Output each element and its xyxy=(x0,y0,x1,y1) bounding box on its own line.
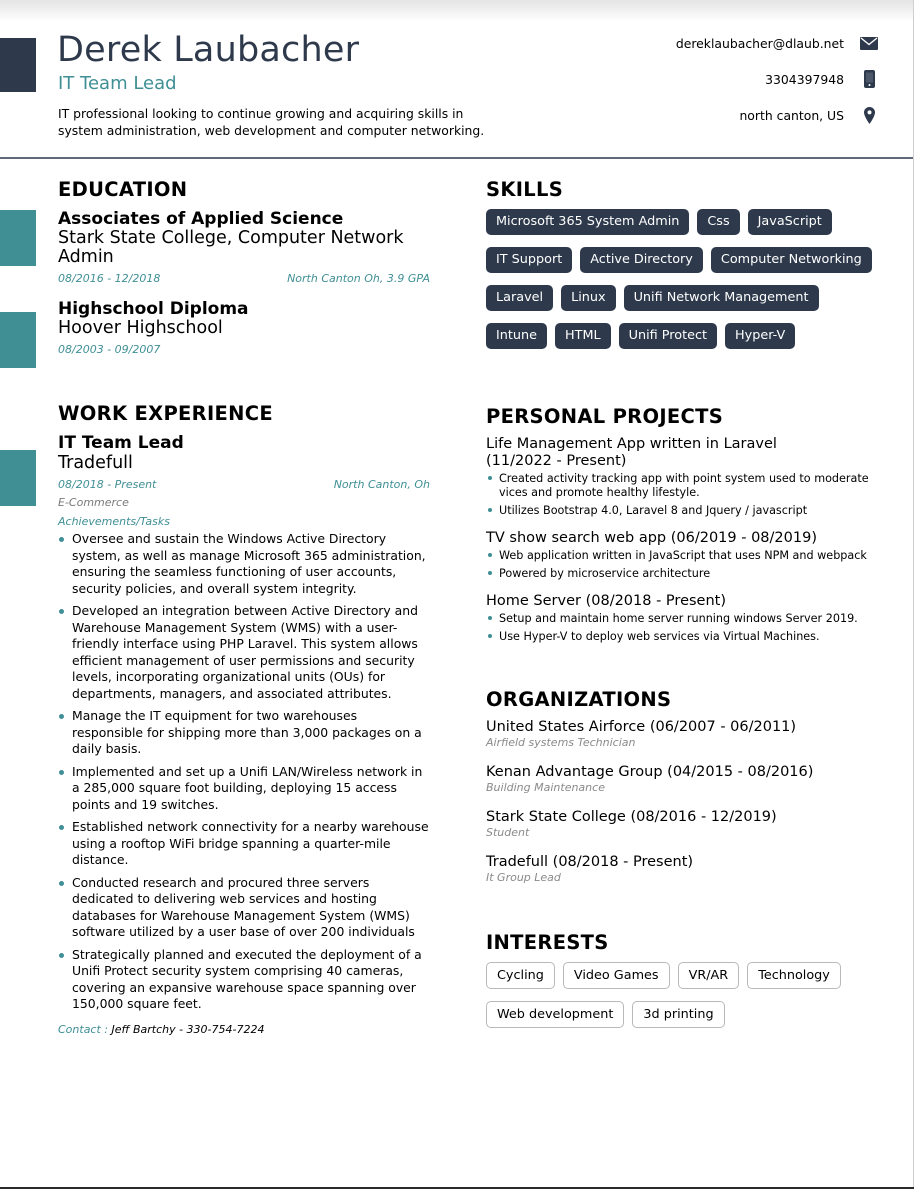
list-item: Strategically planned and executed the deployment of a Unifi Protect security system comprising 40 cameras, covering an expansive warehouse space spanning over 150,000 square feet. xyxy=(58,947,430,1013)
interests-heading: INTERESTS xyxy=(486,930,609,954)
education-dates: 08/2016 - 12/2018 xyxy=(58,272,161,285)
interest-tag: Web development xyxy=(486,1001,624,1028)
skills-tags xyxy=(486,209,881,361)
reference-value: Jeff Bartchy - 330-754-7224 xyxy=(111,1022,265,1036)
project-title: TV show search web app (06/2019 - 08/2019) xyxy=(486,529,817,546)
work-heading: WORK EXPERIENCE xyxy=(58,402,274,425)
left-column xyxy=(58,178,430,1036)
education-dates: 08/2003 - 09/2007 xyxy=(58,343,161,356)
education-meta xyxy=(58,343,430,356)
candidate-name: Derek Laubacher xyxy=(57,30,360,70)
reference-label: Contact : xyxy=(58,1022,108,1036)
skill-tag: Unifi Protect xyxy=(619,323,717,349)
list-item: Established network connectivity for a nearby warehouse using a rooftop WiFi bridge spanning a quarter-mile distance. xyxy=(58,819,430,869)
page-top-shade xyxy=(0,0,914,22)
right-column xyxy=(486,178,886,1040)
skill-tag: Hyper-V xyxy=(725,323,795,349)
skill-tag: HTML xyxy=(555,323,611,349)
list-item: Oversee and sustain the Windows Active Directory system, as well as manage Microsoft 365 administration, ensuring the seamless functioning of user accounts, security policies, and overall system integrity. xyxy=(58,531,430,597)
interest-tag: Video Games xyxy=(563,962,670,989)
organization-role: Student xyxy=(486,825,530,839)
school: Stark State College, Computer Network Admin xyxy=(58,228,404,267)
organization-role: Airfield systems Technician xyxy=(486,735,636,749)
phone-icon xyxy=(858,70,880,88)
organization-name: Kenan Advantage Group (04/2015 - 08/2016) xyxy=(486,763,814,780)
skill-tag: Css xyxy=(697,209,739,235)
location-pin-icon xyxy=(858,107,880,124)
education-marker xyxy=(0,312,36,368)
project-title: Life Management App written in Laravel (11/2022 - Present) xyxy=(486,436,777,469)
job-dates: 08/2018 - Present xyxy=(58,478,157,491)
candidate-title: IT Team Lead xyxy=(58,73,177,94)
list-item: Created activity tracking app with point system used to moderate vices and promote healthy lifestyle. xyxy=(486,472,886,499)
project-title: Home Server (08/2018 - Present) xyxy=(486,592,726,609)
achievements-list xyxy=(58,531,430,1013)
list-item: Powered by microservice architecture xyxy=(486,567,886,581)
list-item: Developed an integration between Active Directory and Warehouse Management System (WMS) with a user-friendly interface using PHP Laravel. This system allows efficient management of user permissions and security levels, incorporating organizational units (OUs) for departments, managers, and associated attributes. xyxy=(58,603,430,702)
contact-location xyxy=(560,105,880,125)
education-item xyxy=(58,209,430,285)
job-meta xyxy=(58,478,430,491)
education-heading: EDUCATION xyxy=(58,178,188,201)
skills-heading: SKILLS xyxy=(486,178,564,201)
list-item: Utilizes Bootstrap 4.0, Laravel 8 and Jquery / javascript xyxy=(486,504,886,518)
phone-text[interactable]: 3304397948 xyxy=(765,71,844,87)
list-item: Implemented and set up a Unifi LAN/Wireless network in a 285,000 square foot building, deploying 15 access points and 19 switches. xyxy=(58,764,430,814)
work-marker xyxy=(0,450,36,506)
degree: Associates of Applied Science xyxy=(58,209,344,229)
education-details: North Canton Oh, 3.9 GPA xyxy=(287,272,430,285)
contact-list xyxy=(560,33,880,141)
education-meta xyxy=(58,272,430,285)
organization-item xyxy=(486,854,886,885)
organization-name: Tradefull (08/2018 - Present) xyxy=(486,853,694,870)
skill-tag: JavaScript xyxy=(748,209,832,235)
skill-tag: Active Directory xyxy=(580,247,703,273)
job-company: Tradefull xyxy=(58,453,133,473)
email-text[interactable]: dereklaubacher@dlaub.net xyxy=(675,35,844,51)
education-marker xyxy=(0,210,36,266)
organization-name: Stark State College (08/2016 - 12/2019) xyxy=(486,808,777,825)
summary-text: IT professional looking to continue growing and acquiring skills in system administration, web development and computer networking. xyxy=(58,106,485,138)
contact-phone xyxy=(560,69,880,89)
contact-email xyxy=(560,33,880,53)
project-item xyxy=(486,436,886,518)
list-item: Conducted research and procured three servers dedicated to delivering web services and hosting databases for Warehouse Management System (WMS) software utilized by a user base of over 200 individuals xyxy=(58,875,430,941)
degree: Highschool Diploma xyxy=(58,299,249,319)
project-bullets xyxy=(486,472,886,518)
skill-tag: Computer Networking xyxy=(711,247,872,273)
interest-tag: VR/AR xyxy=(678,962,740,989)
interest-tag: 3d printing xyxy=(632,1001,724,1028)
interest-tag: Technology xyxy=(747,962,841,989)
skill-tag: Intune xyxy=(486,323,547,349)
project-bullets xyxy=(486,612,886,644)
header-divider xyxy=(0,157,914,159)
skill-tag: IT Support xyxy=(486,247,572,273)
job-title: IT Team Lead xyxy=(58,433,184,453)
envelope-icon xyxy=(858,37,880,50)
organizations-heading: ORGANIZATIONS xyxy=(486,687,672,711)
job-industry: E-Commerce xyxy=(58,496,129,509)
list-item: Use Hyper-V to deploy web services via Virtual Machines. xyxy=(486,630,886,644)
interests-tags xyxy=(486,962,866,1040)
list-item: Web application written in JavaScript that uses NPM and webpack xyxy=(486,549,886,563)
organization-role: Building Maintenance xyxy=(486,780,605,794)
project-bullets xyxy=(486,549,886,581)
school: Hoover Highschool xyxy=(58,318,223,338)
interest-tag: Cycling xyxy=(486,962,555,989)
project-item xyxy=(486,593,886,644)
organization-item xyxy=(486,764,886,795)
organization-item xyxy=(486,719,886,750)
header-accent-bar xyxy=(0,38,36,92)
projects-heading: PERSONAL PROJECTS xyxy=(486,405,724,428)
achievements-label: Achievements/Tasks xyxy=(58,515,170,528)
organization-name: United States Airforce (06/2007 - 06/2011) xyxy=(486,718,797,735)
skill-tag: Linux xyxy=(561,285,615,311)
list-item: Manage the IT equipment for two warehouses responsible for shipping more than 3,000 packages on a daily basis. xyxy=(58,708,430,758)
organization-item xyxy=(486,809,886,840)
project-item xyxy=(486,530,886,581)
location-text: north canton, US xyxy=(739,107,844,123)
job-location: North Canton, Oh xyxy=(333,478,430,491)
skill-tag: Laravel xyxy=(486,285,553,311)
organization-role: It Group Lead xyxy=(486,870,561,884)
skill-tag: Microsoft 365 System Admin xyxy=(486,209,689,235)
education-item xyxy=(58,299,430,356)
skill-tag: Unifi Network Management xyxy=(624,285,819,311)
list-item: Setup and maintain home server running windows Server 2019. xyxy=(486,612,886,626)
reference-contact xyxy=(58,1023,430,1036)
